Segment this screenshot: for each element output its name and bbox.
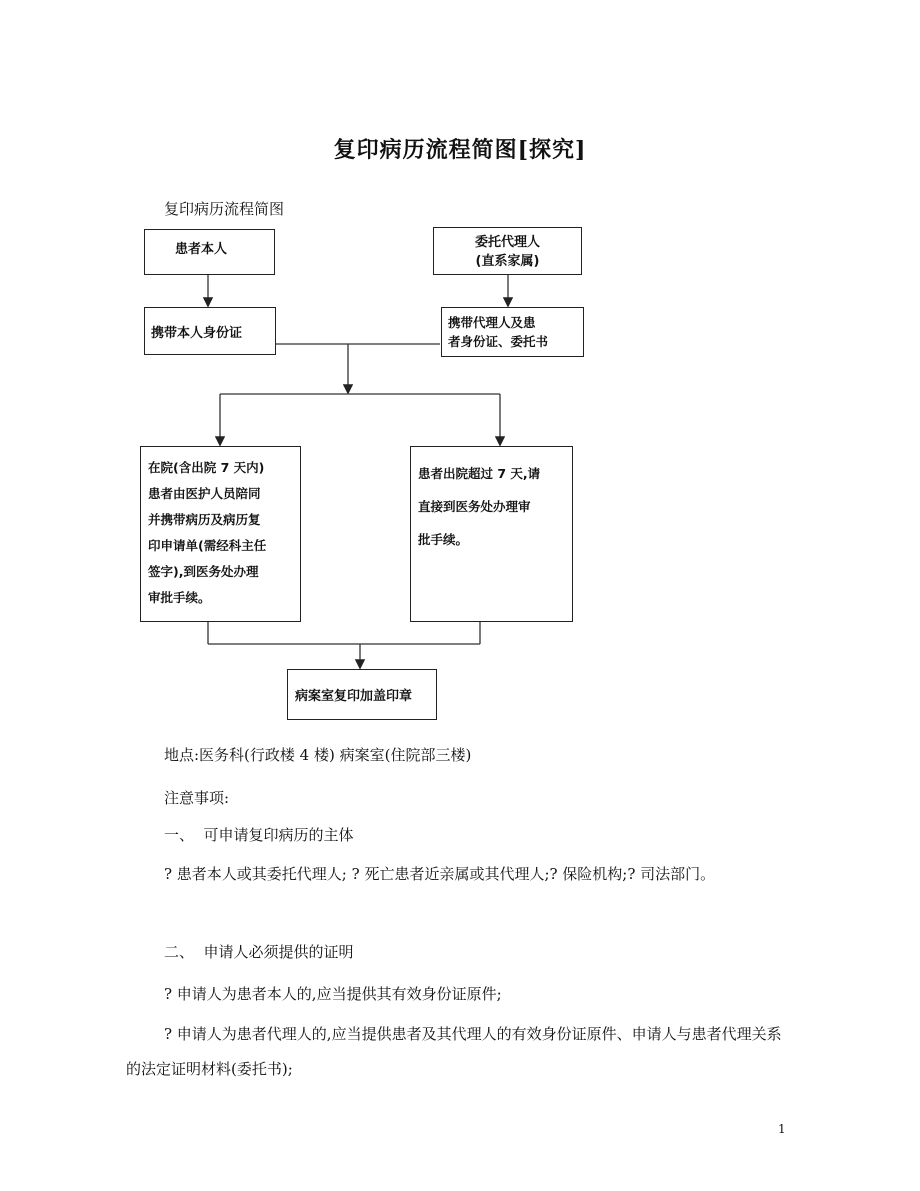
page-number: 1 (778, 1122, 786, 1136)
requirement-item-2: ? 申请人为患者代理人的,应当提供患者及其代理人的有效身份证原件、申请人与患者代理关系的法定证明材料(委托书); (126, 1025, 782, 1078)
box-in-hospital: 在院(含出院 7 天内) 患者由医护人员陪同 并携带病历及病历复 印申请单(需经科主任 签字),到医务处办理 审批手续。 (140, 446, 301, 622)
box-discharged: 患者出院超过 7 天,请 直接到医务处办理审 批手续。 (410, 446, 573, 622)
section-1-text: ? 患者本人或其委托代理人; ? 死亡患者近亲属或其代理人;? 保险机构;? 司法部门。 (164, 865, 716, 883)
requirement-item-1: ? 申请人为患者本人的,应当提供其有效身份证原件; (164, 985, 502, 1003)
box-agent: 委托代理人 (直系家属) (433, 227, 582, 275)
notes-heading: 注意事项: (164, 789, 230, 807)
section-2-heading: 二、 申请人必须提供的证明 (164, 943, 354, 961)
location-text: 地点:医务科(行政楼 4 楼) 病案室(住院部三楼) (164, 746, 472, 764)
section-1-heading: 一、 可申请复印病历的主体 (164, 826, 354, 844)
flowchart-caption: 复印病历流程简图 (164, 200, 285, 218)
box-self-id: 携带本人身份证 (144, 307, 276, 355)
box-agent-documents: 携带代理人及患 者身份证、委托书 (441, 307, 584, 357)
page-title: 复印病历流程简图[探究] (333, 137, 587, 163)
box-stamp: 病案室复印加盖印章 (287, 669, 437, 720)
box-patient-self: 患者本人 (144, 229, 275, 275)
